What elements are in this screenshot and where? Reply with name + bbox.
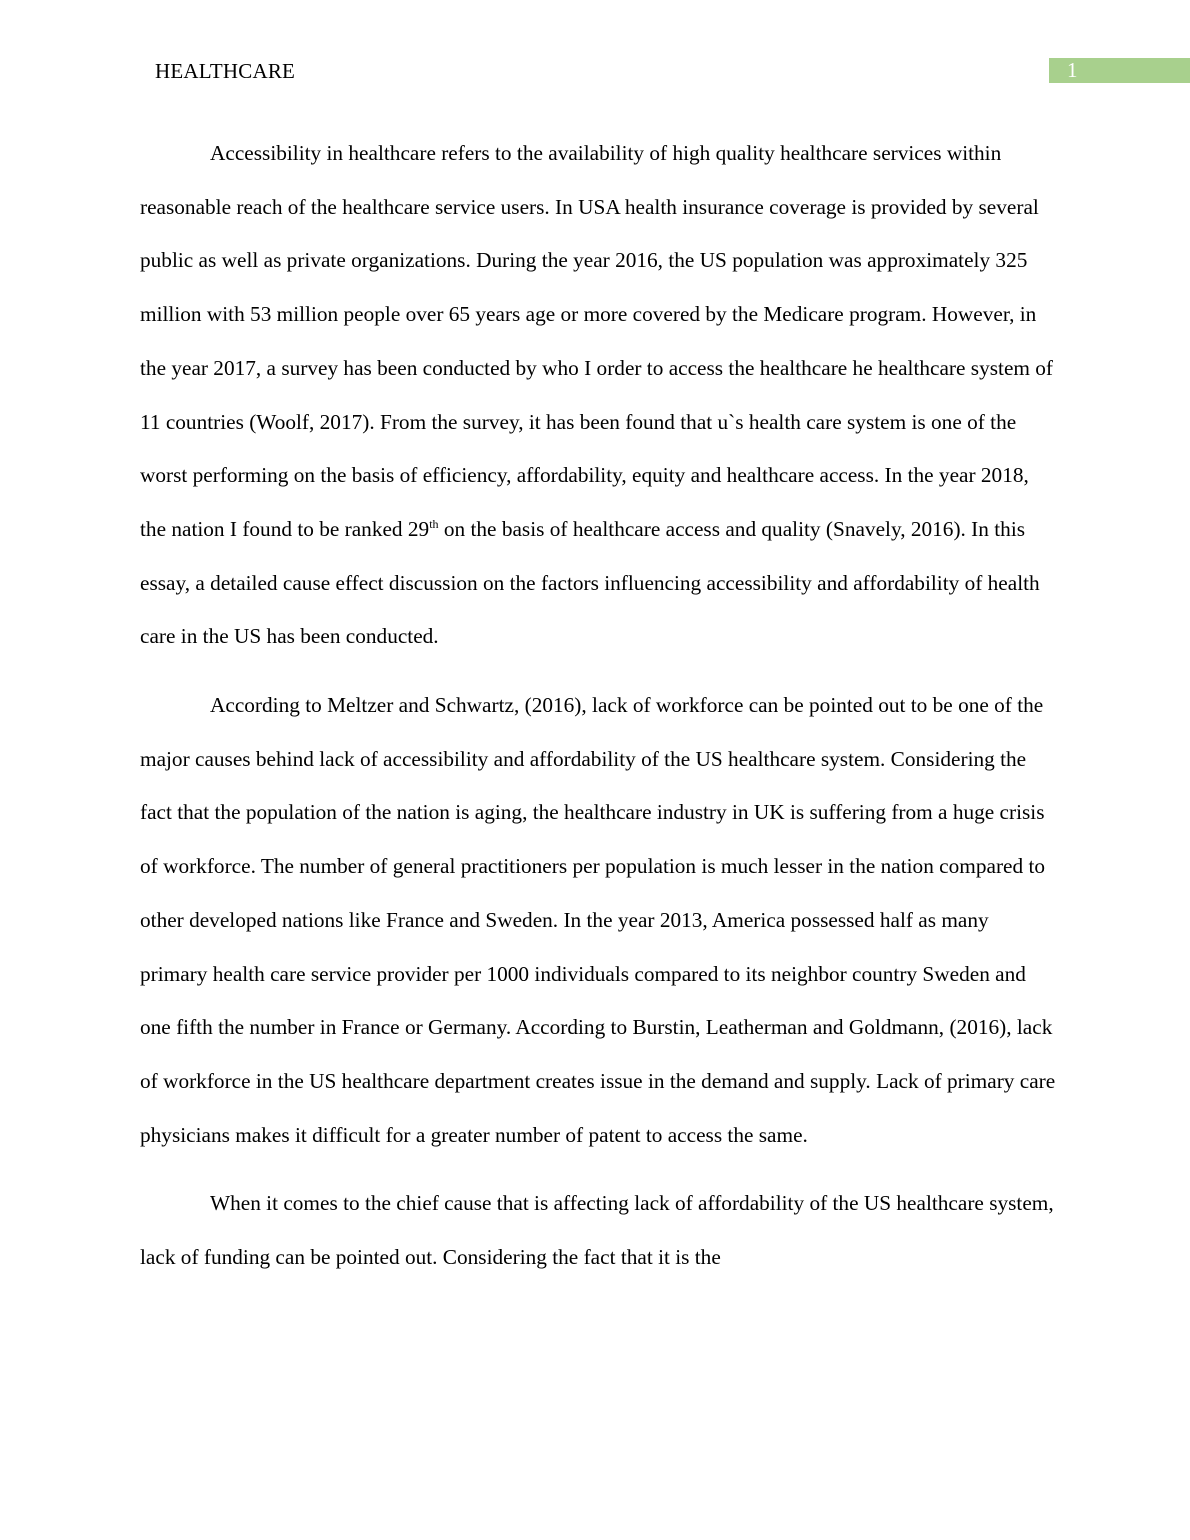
ordinal-superscript: th <box>429 516 439 531</box>
document-body <box>140 127 1060 1300</box>
page-header <box>0 56 1190 86</box>
paragraph-introduction-text-before: Accessibility in healthcare refers to the availability of high quality healthcare services within reasonable reach of the healthcare service users. In USA health insurance coverage is provided by several public as well as private organizations. During the year 2016, the US population was approximately 325 million with 53 million people over 65 years age or more covered by the Medicare program. However, in the year 2017, a survey has been conducted by who I order to access the healthcare he healthcare system of 11 countries (Woolf, 2017). From the survey, it has been found that u`s health care system is one of the worst performing on the basis of efficiency, affordability, equity and healthcare access. In the year 2018, the nation I found to be ranked 29 <box>140 141 1054 541</box>
page-number-badge <box>1049 58 1190 83</box>
paragraph-workforce: According to Meltzer and Schwartz, (2016), lack of workforce can be pointed out to be one of the major causes behind lack of accessibility and affordability of the US healthcare system. Considering the fact that the population of the nation is aging, the healthcare industry in UK is suffering from a huge crisis of workforce. The number of general practitioners per population is much lesser in the nation compared to other developed nations like France and Sweden. In the year 2013, America possessed half as many primary health care service provider per 1000 individuals compared to its neighbor country Sweden and one fifth the number in France or Germany. According to Burstin, Leatherman and Goldmann, (2016), lack of workforce in the US healthcare department creates issue in the demand and supply. Lack of primary care physicians makes it difficult for a greater number of patent to access the same. <box>140 693 1056 1147</box>
paragraph-introduction <box>140 127 1060 664</box>
page-number: 1 <box>1067 58 1078 82</box>
paragraph-funding: When it comes to the chief cause that is affecting lack of affordability of the US healthcare system, lack of funding can be pointed out. Considering the fact that it is the <box>140 1191 1054 1270</box>
running-head-title: HEALTHCARE <box>155 59 296 83</box>
paragraph-introduction-text-after: on the basis of healthcare access and quality (Snavely, 2016). In this essay, a detailed cause effect discussion on the factors influencing accessibility and affordability of health care in the US has been conducted. <box>140 516 1040 649</box>
